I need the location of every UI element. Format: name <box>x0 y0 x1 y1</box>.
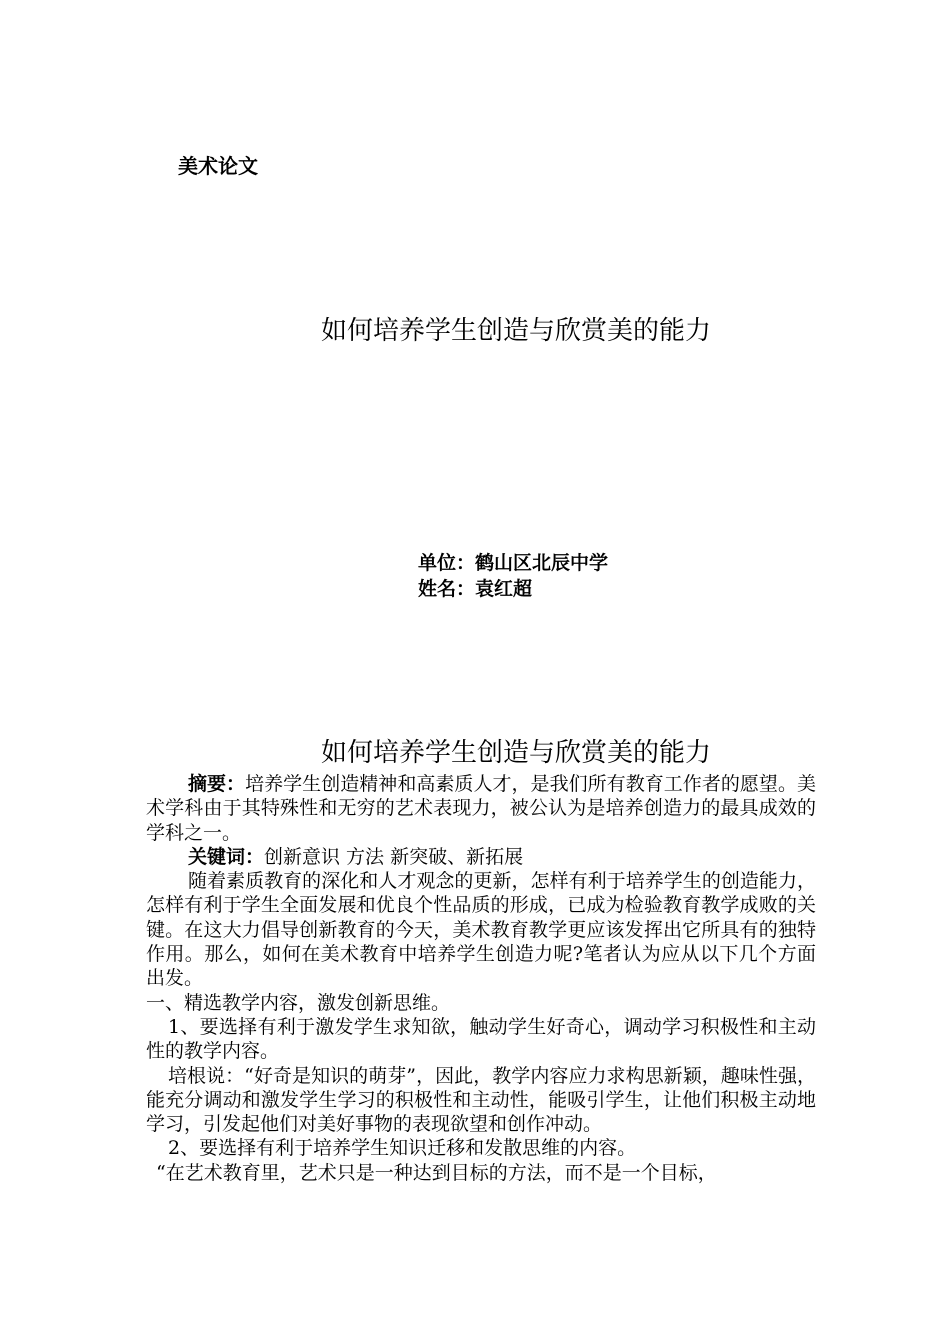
point2-paragraph: 2、要选择有利于培养学生知识迁移和发散思维的内容。 <box>168 1137 637 1160</box>
author-label: 姓名： <box>418 578 476 600</box>
author-line <box>418 574 532 601</box>
cover-title: 如何培养学生创造与欣赏美的能力 <box>321 316 712 346</box>
section1-heading: 一、精选教学内容，激发创新思维。 <box>146 991 451 1014</box>
point1-detail-paragraph: 培根说：“好奇是知识的萌芽”，因此，教学内容应力求构思新颖，趣味性强，能充分调动和激发学生学习的积极性和主动性，能吸引学生，让他们积极主动地学习，引发起他们对美好事物的表现欲望和创作冲动。 <box>146 1064 816 1136</box>
unit-label: 单位： <box>418 552 476 574</box>
article-body <box>146 772 816 1185</box>
unit-line <box>418 548 608 575</box>
keywords-text: 创新意识 方法 新突破、新拓展 <box>264 845 524 868</box>
point2-detail-paragraph: “在艺术教育里，艺术只是一种达到目标的方法，而不是一个目标， <box>156 1161 717 1184</box>
abstract-paragraph <box>146 772 816 845</box>
unit-value: 鹤山区北辰中学 <box>475 552 609 574</box>
document-category: 美术论文 <box>178 154 258 178</box>
keywords-paragraph <box>146 845 816 869</box>
abstract-label: 摘要： <box>188 773 246 795</box>
abstract-text: 培养学生创造精神和高素质人才，是我们所有教育工作者的愿望。美术学科由于其特殊性和无穷的艺术表现力，被公认为是培养创造力的最具成效的学科之一。 <box>146 773 816 844</box>
intro-paragraph: 随着素质教育的深化和人才观念的更新，怎样有利于培养学生的创造能力，怎样有利于学生全面发展和优良个性品质的形成，已成为检验教育教学成败的关键。在这大力倡导创新教育的今天，美术教育教学更应该发挥出它所具有的独特作用。那么，如何在美术教育中培养学生创造力呢?笔者认为应从以下几个方面出发。 <box>146 870 816 990</box>
keywords-label: 关键词： <box>188 845 265 868</box>
author-value: 袁红超 <box>475 578 533 600</box>
point1-paragraph: 1、要选择有利于激发学生求知欲，触动学生好奇心，调动学习积极性和主动性的教学内容。 <box>146 1015 816 1063</box>
article-title: 如何培养学生创造与欣赏美的能力 <box>321 738 712 768</box>
